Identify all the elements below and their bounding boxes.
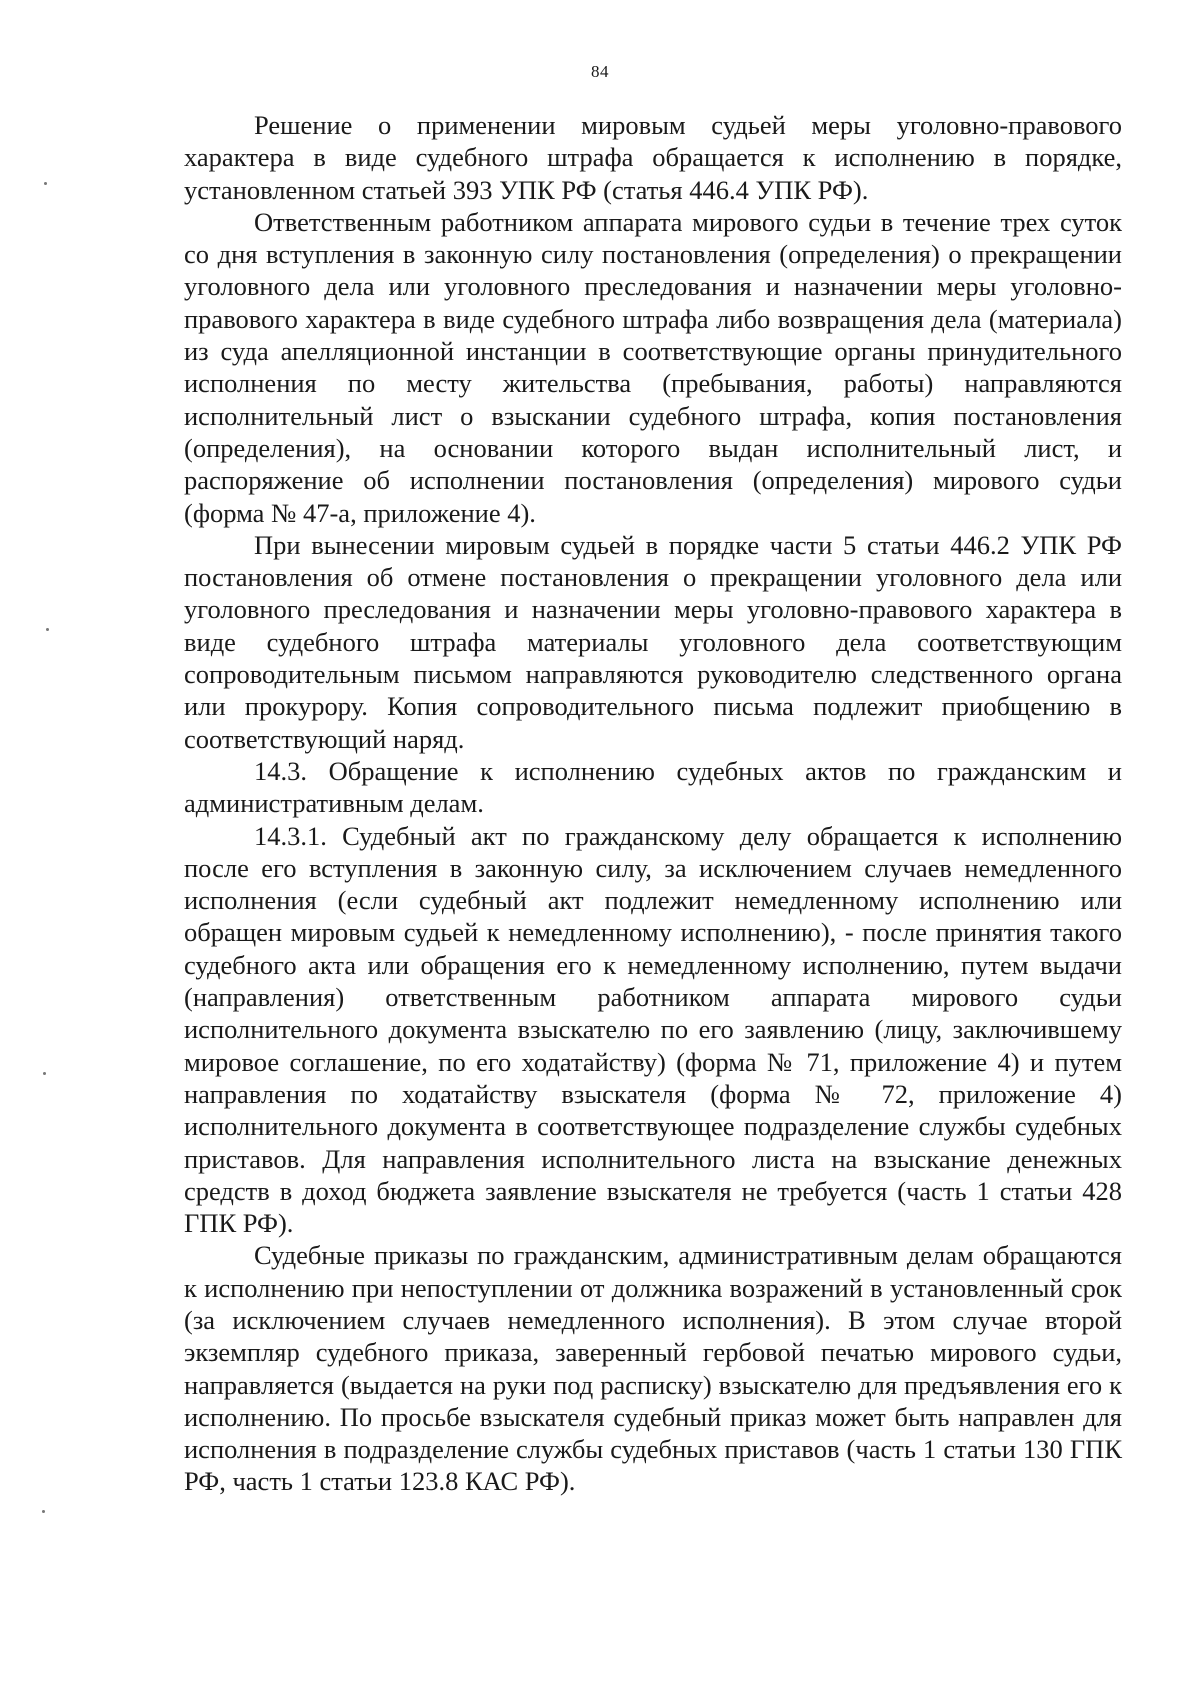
paragraph-court-fine-decision: Решение о применении мировым судьей меры уголовно-правового характера в виде судебного штрафа обращается к исполнению в порядке, установленном статьей 393 УПК РФ (статья 446.4 УПК РФ). xyxy=(184,110,1122,205)
scan-speck xyxy=(46,628,49,631)
page-number: 84 xyxy=(591,62,609,81)
scan-speck xyxy=(44,182,47,185)
scan-speck xyxy=(42,1510,45,1513)
section-heading-14-3: 14.3. Обращение к исполнению судебных актов по гражданским и административным делам. xyxy=(184,755,1122,819)
paragraph-cancellation-order: При вынесении мировым судьей в порядке части 5 статьи 446.2 УПК РФ постановления об отмене постановления о прекращении уголовного дела или уголовного преследования и назначении меры уголовно-правового характера в виде судебного штрафа материалы уголовного дела соответствующим сопроводительным письмом направляются руководителю следственного органа или прокурору. Копия сопроводительного письма подлежит приобщению в соответствующий наряд. xyxy=(184,529,1122,754)
page-body xyxy=(184,109,1122,1498)
paragraph-writ-of-execution: Ответственным работником аппарата мирового судьи в течение трех суток со дня вступления в законную силу постановления (определения) о прекращении уголовного дела или уголовного преследования и назначении меры уголовно-правового характера в виде судебного штрафа либо возвращения дела (материала) из суда апелляционной инстанции в соответствующие органы принудительного исполнения по месту жительства (пребывания, работы) направляются исполнительный лист о взыскании судебного штрафа, копия постановления (определения), на основании которого выдан исполнительный лист, и распоряжение об исполнении постановления (определения) мирового судьи (форма № 47-а, приложение 4). xyxy=(184,206,1122,528)
section-14-3-1: 14.3.1. Судебный акт по гражданскому делу обращается к исполнению после его вступления в законную силу, за исключением случаев немедленного исполнения (если судебный акт подлежит немедленному исполнению или обращен мировым судьей к немедленному исполнению), - после принятия такого судебного акта или обращения его к немедленному исполнению, путем выдачи (направления) ответственным работником аппарата мирового судьи исполнительного документа взыскателю по его заявлению (лицу, заключившему мировое соглашение, по его ходатайству) (форма № 71, приложение 4) и путем направления по ходатайству взыскателя (форма № 72, приложение 4) исполнительного документа в соответствующее подразделение службы судебных приставов. Для направления исполнительного листа на взыскание денежных средств в доход бюджета заявление взыскателя не требуется (часть 1 статьи 428 ГПК РФ). xyxy=(184,820,1122,1239)
paragraph-court-orders: Судебные приказы по гражданским, административным делам обращаются к исполнению при непоступлении от должника возражений в установленный срок (за исключением случаев немедленного исполнения). В этом случае второй экземпляр судебного приказа, заверенный гербовой печатью мирового судьи, направляется (выдается на руки под расписку) взыскателю для предъявления его к исполнению. По просьбе взыскателя судебный приказ может быть направлен для исполнения в подразделение службы судебных приставов (часть 1 статьи 130 ГПК РФ, часть 1 статьи 123.8 КАС РФ). xyxy=(184,1240,1122,1497)
scan-speck xyxy=(43,1072,46,1075)
